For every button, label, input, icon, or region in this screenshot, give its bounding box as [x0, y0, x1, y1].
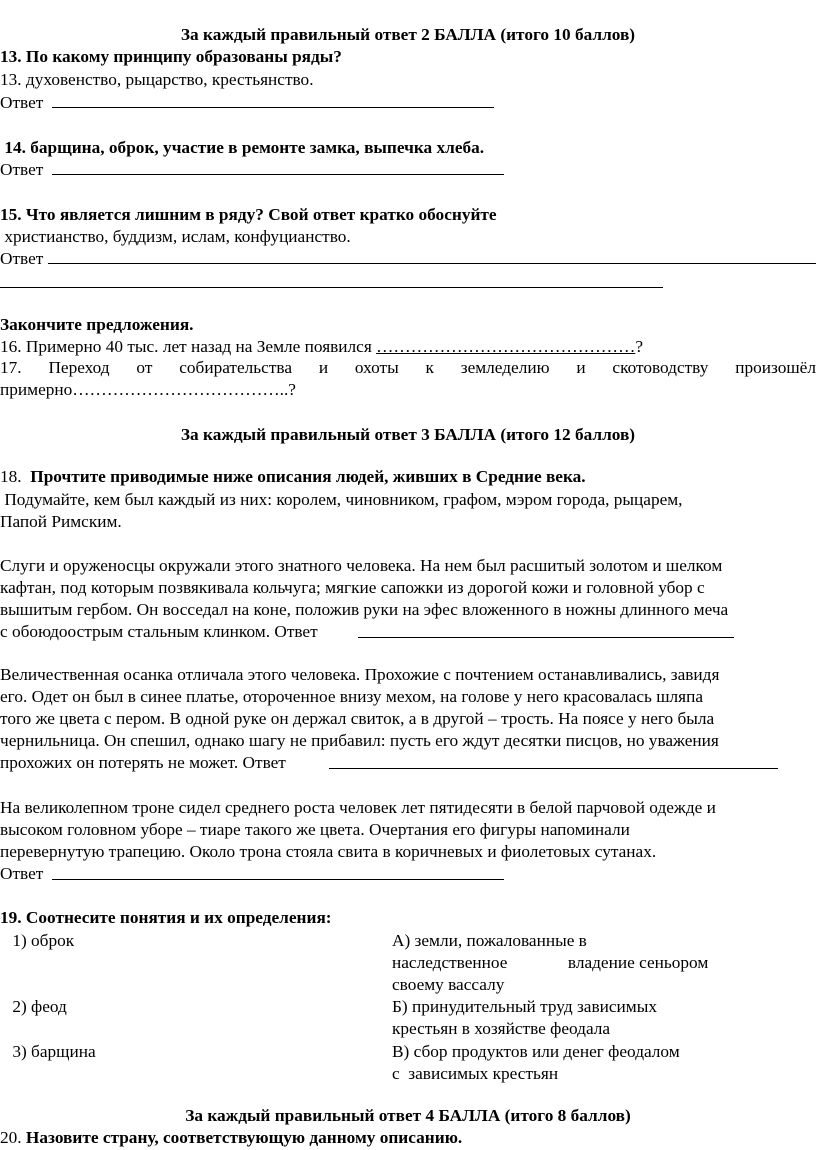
section-header-3-points: За каждый правильный ответ 3 БАЛЛА (итого 12 баллов) [180, 425, 636, 444]
question-16 [0, 336, 643, 358]
description-2-line: чернильница. Он спешил, однако шагу не прибавил: пусть его ждут десятки писцов, но уважения [0, 731, 719, 750]
description-2-line: Величественная осанка отличала этого человека. Прохожие с почтением останавливались, завидя [0, 665, 720, 684]
question-17-word: 17. [0, 358, 22, 377]
question-16-end: ? [635, 337, 644, 356]
question-19-title: 19. Соотнесите понятия и их определения: [0, 908, 332, 927]
question-15-answer-label: Ответ [0, 249, 44, 268]
definition-line: Б) принудительный труд зависимых [392, 997, 657, 1016]
definition-line: своему вассалу [392, 975, 505, 994]
description-2-answer-line[interactable] [329, 768, 778, 769]
description-3-line: высоком головном уборе – тиаре такого же цвета. Очертания его фигуры напоминали [0, 820, 630, 839]
definition-line: крестьян в хозяйстве феодала [392, 1019, 611, 1038]
description-3-answer-label: Ответ [0, 864, 48, 883]
term-item: 3) барщина [8, 1042, 96, 1061]
description-1-line: вышитым гербом. Он восседал на коне, положив руки на эфес вложенного в ножны длинного меча [0, 600, 729, 619]
description-3-answer-line[interactable] [52, 879, 504, 880]
finish-sentences-title: Закончите предложения. [0, 315, 194, 334]
question-17-word: и [318, 358, 329, 377]
question-17-word: собирательства [179, 358, 292, 377]
description-2-line: его. Одет он был в синее платье, отороченное внизу мехом, на голове у него красовалась шляпа [0, 687, 703, 706]
description-2-line: прохожих он потерять не может. Ответ [0, 753, 291, 772]
question-17-word: и [576, 358, 586, 377]
question-13-text: 13. духовенство, рыцарство, крестьянство. [0, 70, 314, 89]
question-15-answer-line-2[interactable] [0, 287, 663, 288]
question-17-word: скотоводству [612, 358, 709, 377]
definition-line: В) сбор продуктов или денег феодалом [392, 1042, 680, 1061]
question-20-title [0, 1127, 462, 1149]
description-3-line: перевернутую трапецию. Около трона стояла свита в коричневых и фиолетовых сутанах. [0, 842, 657, 861]
question-14-answer-label: Ответ [0, 160, 48, 179]
question-18-instructions-1: Подумайте, кем был каждый из них: королем, чиновником, графом, мэром города, рыцарем, [0, 490, 683, 509]
question-17-line-1 [0, 357, 816, 379]
question-15-title: 15. Что является лишним в ряду? Свой ответ кратко обоснуйте [0, 205, 497, 224]
definition-line: А) земли, пожалованные в [392, 931, 587, 950]
question-17-line-2[interactable]: примерно………………………………..? [0, 380, 296, 399]
question-15-text: христианство, буддизм, ислам, конфуцианство. [0, 227, 351, 246]
question-13-answer-label: Ответ [0, 93, 48, 112]
question-17-word: Переход [48, 358, 110, 377]
question-14-answer-line[interactable] [52, 174, 504, 175]
question-17-word: к [425, 358, 434, 377]
question-20-number: 20. [0, 1128, 26, 1147]
question-17-word: охоты [354, 358, 399, 377]
term-item: 1) оброк [8, 931, 75, 950]
question-14-title: 14. барщина, оброк, участие в ремонте замка, выпечка хлеба. [0, 138, 485, 157]
description-2-line: того же цвета с пером. В одной руке он держал свиток, а в другой – трость. На поясе у него была [0, 709, 715, 728]
description-1-line: с обоюдоострым стальным клинком. Ответ [0, 622, 322, 641]
question-18-heading: Прочтите приводимые ниже описания людей, живших в Средние века. [30, 467, 586, 486]
definition-line: с зависимых крестьян [392, 1064, 559, 1083]
question-18-title [0, 466, 586, 488]
description-1-answer-line[interactable] [358, 637, 734, 638]
question-17-word: от [136, 358, 153, 377]
question-17-word: произошёл [735, 358, 816, 377]
question-18-instructions-2: Папой Римским. [0, 512, 122, 531]
term-item: 2) феод [8, 997, 67, 1016]
description-1-line: Слуги и оруженосцы окружали этого знатного человека. На нем был расшитый золотом и шелком [0, 556, 723, 575]
question-13-answer-line[interactable] [52, 107, 494, 108]
section-header-4-points: За каждый правильный ответ 4 БАЛЛА (итого 8 баллов) [185, 1106, 631, 1125]
question-15-answer-line-1[interactable] [48, 263, 816, 264]
question-13-title: 13. По какому принципу образованы ряды? [0, 47, 342, 66]
description-3-line: На великолепном троне сидел среднего роста человек лет пятидесяти в белой парчовой одежде и [0, 798, 716, 817]
question-16-text: 16. Примерно 40 тыс. лет назад на Земле появился [0, 337, 377, 356]
question-20-heading: Назовите страну, соответствующую данному описанию. [25, 1128, 463, 1147]
section-header-2-points: За каждый правильный ответ 2 БАЛЛА (итого 10 баллов) [180, 25, 636, 44]
description-1-line: кафтан, под которым позвякивала кольчуга; мягкие сапожки из дорогой кожи и головной убор с [0, 578, 705, 597]
question-16-blank[interactable]: ……………………………………… [376, 337, 636, 356]
definition-line: наследственное владение сеньором [392, 953, 709, 972]
question-17-word: земледелию [460, 358, 550, 377]
question-18-number: 18. [0, 467, 31, 486]
